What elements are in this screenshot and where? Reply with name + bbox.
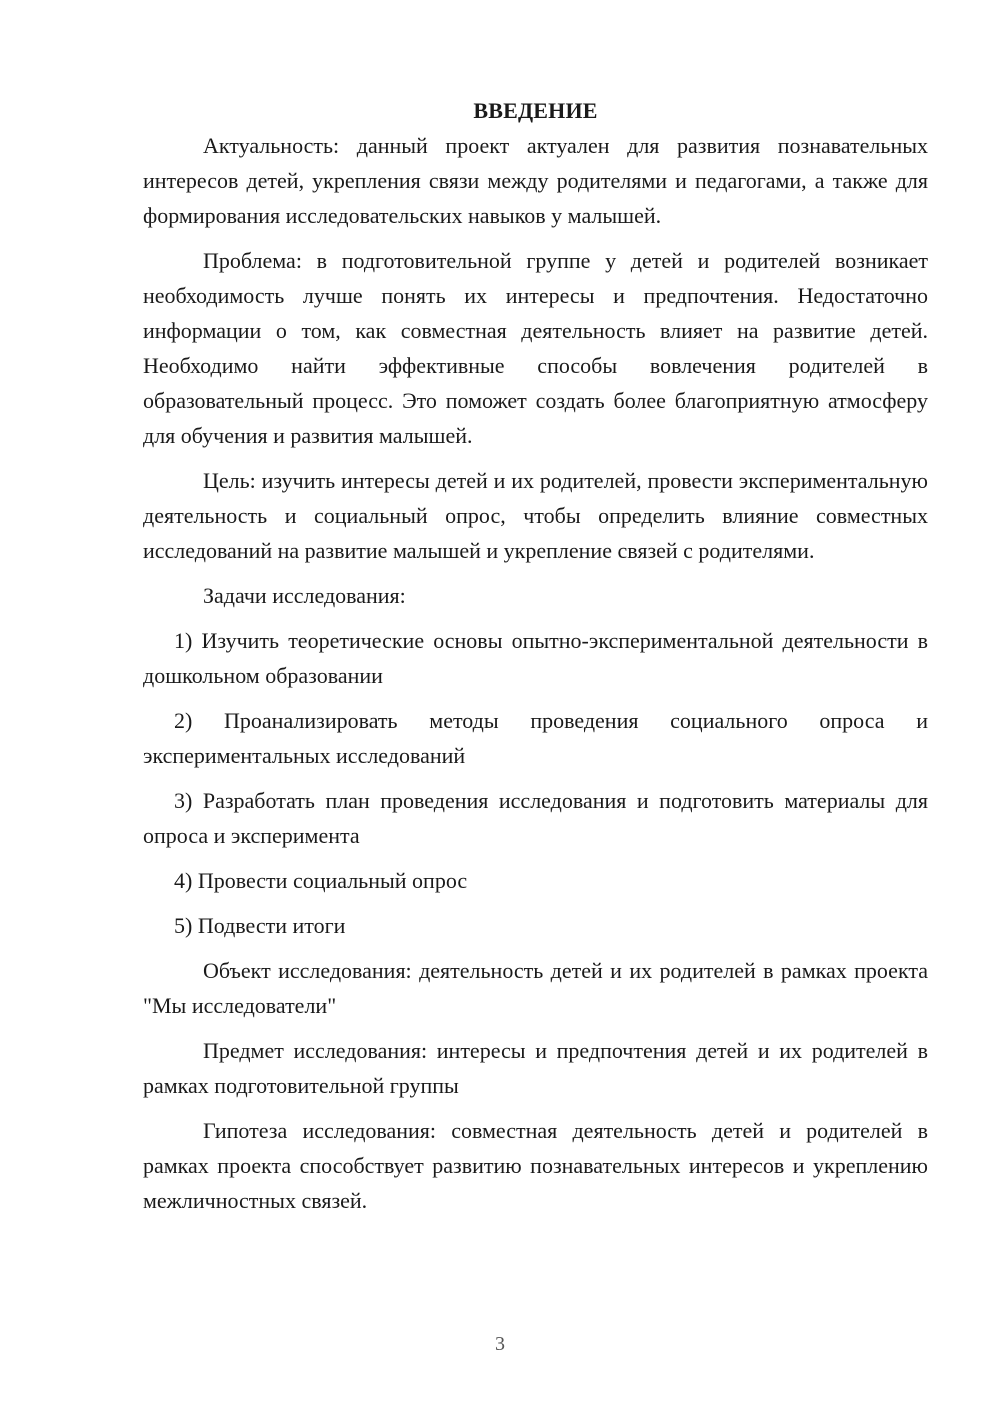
section-title: ВВЕДЕНИЕ <box>473 98 598 123</box>
task-item-4: 4) Провести социальный опрос <box>174 868 468 893</box>
goal-paragraph: Цель: изучить интересы детей и их родителей, провести экспериментальную деятельность и социальный опрос, чтобы определить влияние совместных исследований на развитие малышей и укрепление связей с родителями. <box>143 468 928 563</box>
task-item-3: 3) Разработать план проведения исследования и подготовить материалы для опроса и эксперимента <box>143 788 928 848</box>
task-item-2: 2) Проанализировать методы проведения социального опроса и экспериментальных исследований <box>143 708 928 768</box>
subject-paragraph: Предмет исследования: интересы и предпочтения детей и их родителей в рамках подготовительной группы <box>143 1038 928 1098</box>
hypothesis-paragraph: Гипотеза исследования: совместная деятельность детей и родителей в рамках проекта способствует развитию познавательных интересов и укреплению межличностных связей. <box>143 1118 928 1213</box>
document-page <box>143 94 928 1228</box>
object-paragraph: Объект исследования: деятельность детей и их родителей в рамках проекта "Мы исследователи" <box>143 958 928 1018</box>
problem-paragraph: Проблема: в подготовительной группе у детей и родителей возникает необходимость лучше понять их интересы и предпочтения. Недостаточно информации о том, как совместная деятельность влияет на развитие детей. Необходимо найти эффективные способы вовлечения родителей в образовательный процесс. Это поможет создать более благоприятную атмосферу для обучения и развития малышей. <box>143 248 928 448</box>
tasks-heading: Задачи исследования: <box>203 583 406 608</box>
relevance-paragraph: Актуальность: данный проект актуален для развития познавательных интересов детей, укрепления связи между родителями и педагогами, а также для формирования исследовательских навыков у малышей. <box>143 133 928 228</box>
task-item-5: 5) Подвести итоги <box>174 913 346 938</box>
task-item-1: 1) Изучить теоретические основы опытно-экспериментальной деятельности в дошкольном образовании <box>143 628 928 688</box>
page-number: 3 <box>495 1333 505 1355</box>
